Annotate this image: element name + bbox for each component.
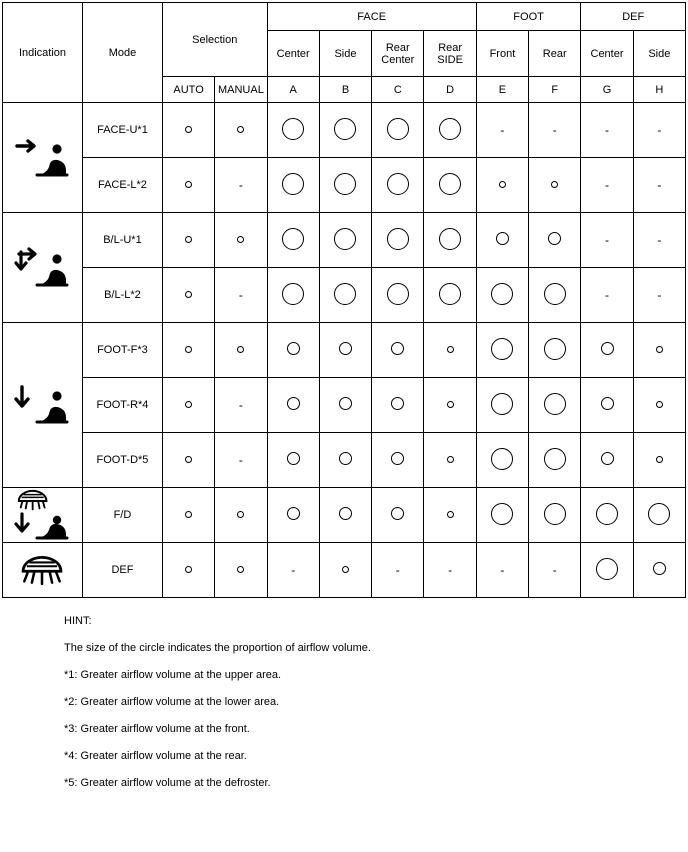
value-cell [319,213,371,268]
cell-circle-large [282,228,304,250]
value-cell [424,213,476,268]
cell-dash: - [500,562,505,577]
table-row [3,543,686,598]
cell-circle-tiny [185,291,192,298]
cell-circle-small [287,342,300,355]
cell-dash: - [238,287,243,302]
value-cell [476,323,528,378]
value-cell [162,268,214,323]
table-row [3,378,686,433]
cell-circle-small [391,507,404,520]
cell-dash: - [657,177,662,192]
value-cell [424,378,476,433]
mode-cell: DEF [82,543,162,598]
cell-circle-large [544,338,566,360]
header-foot: FOOT [476,3,581,31]
value-cell [215,213,267,268]
cell-circle-large [282,118,304,140]
value-cell [162,323,214,378]
cell-dash: - [605,177,610,192]
header-face-side: Side [319,31,371,77]
bilevel-airflow-icon [3,246,82,290]
header-face-center: Center [267,31,319,77]
value-cell [319,323,371,378]
cell-circle-small [391,342,404,355]
cell-circle-tiny [237,511,244,518]
value-cell [215,158,267,213]
value-cell [476,433,528,488]
cell-dash: - [238,177,243,192]
cell-circle-small [601,342,614,355]
cell-circle-tiny [447,401,454,408]
cell-circle-large [334,283,356,305]
value-cell [529,488,581,543]
value-cell [633,158,685,213]
cell-circle-large [439,118,461,140]
cell-circle-tiny [342,566,349,573]
cell-dash: - [395,562,400,577]
value-cell [424,488,476,543]
cell-circle-tiny [656,346,663,353]
header-foot-rear: Rear [529,31,581,77]
value-cell [633,543,685,598]
value-cell [162,488,214,543]
value-cell [319,158,371,213]
value-cell [633,433,685,488]
cell-circle-tiny [447,346,454,353]
header-row-groups [3,3,686,31]
value-cell [319,378,371,433]
header-letter-e: E [476,77,528,103]
header-letter-a: A [267,77,319,103]
cell-circle-tiny [185,511,192,518]
cell-circle-large [439,283,461,305]
cell-circle-large [334,173,356,195]
cell-circle-small [287,507,300,520]
value-cell [476,488,528,543]
header-manual: MANUAL [215,77,267,103]
value-cell [319,543,371,598]
cell-dash: - [605,122,610,137]
face-airflow-icon [3,136,82,180]
value-cell [581,433,633,488]
table-row [3,433,686,488]
cell-circle-large [387,228,409,250]
cell-dash: - [552,122,557,137]
value-cell [424,543,476,598]
value-cell [267,543,319,598]
cell-circle-tiny [447,456,454,463]
mode-cell: FOOT-R*4 [82,378,162,433]
value-cell [476,158,528,213]
value-cell [372,323,424,378]
header-letter-g: G [581,77,633,103]
value-cell [476,378,528,433]
cell-circle-large [282,283,304,305]
cell-circle-tiny [185,566,192,573]
indication-cell [3,543,83,598]
value-cell [372,543,424,598]
value-cell [267,158,319,213]
indication-cell [3,103,83,213]
value-cell [529,103,581,158]
mode-cell: FOOT-D*5 [82,433,162,488]
value-cell [267,433,319,488]
cell-circle-large [544,503,566,525]
header-mode: Mode [82,3,162,103]
value-cell [476,543,528,598]
value-cell [633,323,685,378]
value-cell [529,213,581,268]
table-row [3,158,686,213]
cell-circle-small [339,452,352,465]
defroster-icon [3,553,82,587]
value-cell [372,268,424,323]
value-cell [633,488,685,543]
cell-dash: - [500,122,505,137]
cell-circle-large [387,283,409,305]
value-cell [267,488,319,543]
cell-circle-large [334,228,356,250]
cell-dash: - [448,562,453,577]
mode-cell: FACE-U*1 [82,103,162,158]
hint-line: *3: Greater airflow volume at the front. [64,723,250,735]
cell-circle-large [491,503,513,525]
hint-line: *4: Greater airflow volume at the rear. [64,750,247,762]
cell-circle-tiny [237,566,244,573]
value-cell [424,433,476,488]
cell-dash: - [605,287,610,302]
value-cell [424,268,476,323]
value-cell [529,378,581,433]
cell-circle-large [491,393,513,415]
cell-circle-large [648,503,670,525]
value-cell [215,433,267,488]
header-letter-f: F [529,77,581,103]
value-cell [633,213,685,268]
value-cell [267,323,319,378]
value-cell [529,158,581,213]
value-cell [633,378,685,433]
cell-circle-small [496,232,509,245]
value-cell [267,213,319,268]
value-cell [372,433,424,488]
value-cell [215,323,267,378]
cell-circle-tiny [499,181,506,188]
header-def: DEF [581,3,686,31]
cell-circle-tiny [185,181,192,188]
value-cell [215,488,267,543]
value-cell [267,268,319,323]
hint-line: *5: Greater airflow volume at the defroster. [64,777,271,789]
value-cell [162,378,214,433]
value-cell [162,543,214,598]
value-cell [372,213,424,268]
header-indication: Indication [3,3,83,103]
value-cell [319,268,371,323]
cell-dash: - [605,232,610,247]
cell-dash: - [657,232,662,247]
hint-line: *1: Greater airflow volume at the upper area. [64,669,282,681]
mode-cell: B/L-U*1 [82,213,162,268]
cell-dash: - [291,562,296,577]
cell-circle-large [439,228,461,250]
indication-cell [3,213,83,323]
cell-circle-large [544,448,566,470]
hint-line: *2: Greater airflow volume at the lower area. [64,696,280,708]
value-cell [162,158,214,213]
mode-cell: B/L-L*2 [82,268,162,323]
hint-line: The size of the circle indicates the proportion of airflow volume. [64,642,371,654]
cell-circle-small [287,452,300,465]
cell-circle-tiny [185,126,192,133]
header-face-rear-center: Rear Center [372,31,424,77]
value-cell [633,268,685,323]
airflow-mode-table [2,2,686,598]
value-cell [319,488,371,543]
mode-cell: FACE-L*2 [82,158,162,213]
header-def-side: Side [633,31,685,77]
cell-circle-large [596,558,618,580]
value-cell [267,103,319,158]
value-cell [267,378,319,433]
value-cell [529,323,581,378]
value-cell [581,378,633,433]
cell-circle-large [387,118,409,140]
table-row [3,268,686,323]
table-row [3,488,686,543]
value-cell [476,268,528,323]
indication-cell [3,323,83,488]
value-cell [476,213,528,268]
cell-dash: - [657,287,662,302]
value-cell [581,323,633,378]
header-selection: Selection [162,3,267,77]
value-cell [372,103,424,158]
value-cell [424,103,476,158]
header-letter-b: B [319,77,371,103]
mode-cell: FOOT-F*3 [82,323,162,378]
cell-circle-tiny [656,456,663,463]
cell-circle-tiny [656,401,663,408]
value-cell [372,158,424,213]
value-cell [215,268,267,323]
value-cell [581,488,633,543]
cell-dash: - [238,397,243,412]
cell-dash: - [657,122,662,137]
cell-circle-tiny [551,181,558,188]
cell-circle-large [544,283,566,305]
mode-cell: F/D [82,488,162,543]
cell-circle-tiny [185,346,192,353]
value-cell [581,213,633,268]
cell-circle-large [439,173,461,195]
value-cell [424,323,476,378]
value-cell [529,268,581,323]
cell-circle-large [491,283,513,305]
header-face: FACE [267,3,476,31]
cell-circle-tiny [237,126,244,133]
cell-circle-small [653,562,666,575]
table-row [3,323,686,378]
value-cell [476,103,528,158]
header-def-center: Center [581,31,633,77]
value-cell [581,158,633,213]
cell-circle-large [387,173,409,195]
value-cell [529,543,581,598]
value-cell [162,103,214,158]
header-face-rear-side: Rear SIDE [424,31,476,77]
cell-circle-small [601,452,614,465]
hint-block [64,608,688,797]
cell-circle-large [334,118,356,140]
cell-circle-large [544,393,566,415]
cell-circle-small [391,397,404,410]
cell-circle-small [391,452,404,465]
header-foot-front: Front [476,31,528,77]
header-letter-c: C [372,77,424,103]
cell-circle-tiny [237,346,244,353]
cell-circle-small [601,397,614,410]
cell-circle-large [596,503,618,525]
header-auto: AUTO [162,77,214,103]
value-cell [633,103,685,158]
table-header [3,3,686,103]
value-cell [581,103,633,158]
value-cell [424,158,476,213]
value-cell [215,378,267,433]
cell-circle-tiny [185,401,192,408]
cell-circle-large [282,173,304,195]
hint-title: HINT: [64,615,92,627]
cell-circle-small [287,397,300,410]
cell-circle-tiny [237,236,244,243]
cell-circle-large [491,448,513,470]
value-cell [372,488,424,543]
cell-circle-small [339,507,352,520]
value-cell [319,103,371,158]
cell-dash: - [552,562,557,577]
cell-circle-small [548,232,561,245]
cell-circle-tiny [447,511,454,518]
value-cell [162,433,214,488]
value-cell [215,543,267,598]
foot-defroster-icon [3,489,82,541]
value-cell [372,378,424,433]
value-cell [581,268,633,323]
table-row [3,213,686,268]
table-body [3,103,686,598]
value-cell [529,433,581,488]
cell-circle-tiny [185,456,192,463]
value-cell [162,213,214,268]
value-cell [319,433,371,488]
cell-circle-tiny [185,236,192,243]
indication-cell [3,488,83,543]
header-letter-d: D [424,77,476,103]
cell-circle-small [339,342,352,355]
cell-dash: - [238,452,243,467]
header-letter-h: H [633,77,685,103]
cell-circle-large [491,338,513,360]
value-cell [581,543,633,598]
value-cell [215,103,267,158]
cell-circle-small [339,397,352,410]
foot-airflow-icon [3,383,82,427]
table-row [3,103,686,158]
